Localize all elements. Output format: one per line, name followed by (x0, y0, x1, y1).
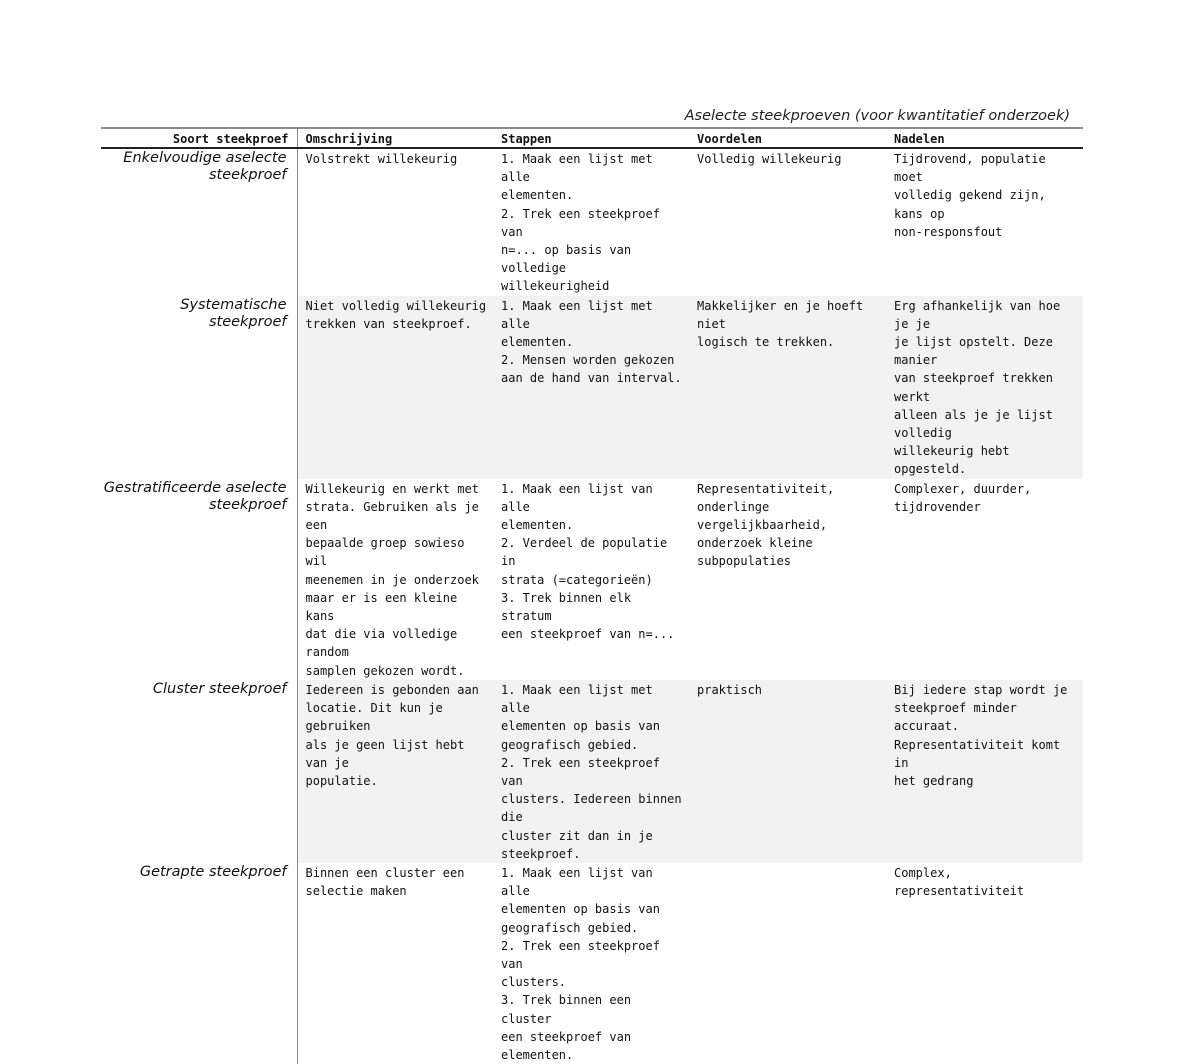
cell-voordelen: praktisch (689, 680, 886, 863)
cell-stappen: 1. Maak een lijst met alle elementen op basis van geografisch gebied. 2. Trek een steekproef van clusters. Iedereen binnen die cluster zit dan in je steekproef. (493, 680, 689, 863)
table-row (101, 479, 1083, 680)
header-omschrijving: Omschrijving (297, 128, 493, 148)
cell-nadelen: Complexer, duurder, tijdrovender (894, 481, 1032, 514)
table-row (101, 296, 1083, 479)
cell-nadelen: Bij iedere stap wordt je steekproef minder accuraat. Representativiteit komt in het gedrang (886, 680, 1083, 863)
table-caption: Aselecte steekproeven (voor kwantitatief onderzoek) (684, 108, 1070, 124)
header-voordelen: Voordelen (689, 128, 886, 148)
cell-stappen: 1. Maak een lijst van alle elementen. 2. Verdeel de populatie in strata (=categorieën) 3. Trek binnen elk stratum een steekproef van n=... (501, 481, 675, 642)
cell-nadelen: Complex, representativiteit (894, 865, 1025, 899)
cell-voordelen: Representativiteit, onderlinge vergelijkbaarheid, onderzoek kleine subpopulaties (697, 481, 835, 569)
cell-stappen: 1. Maak een lijst met alle elementen. 2. Trek een steekproef van n=... op basis van volledige willekeurigheid (501, 152, 660, 294)
table-header-row (101, 128, 1083, 148)
cell-nadelen: Tijdrovend, populatie moet volledig gekend zijn, kans op non-responsfout (894, 152, 1046, 239)
table-row (101, 680, 1083, 863)
cell-soort: Getrapte steekproef (101, 863, 297, 1064)
cell-soort: Gestratificeerde aselecte steekproef (101, 479, 297, 680)
header-nadelen: Nadelen (886, 128, 1083, 148)
cell-nadelen: Erg afhankelijk van hoe je je je lijst opstelt. Deze manier van steekproef trekken werkt alleen als je je lijst volledig willekeurig hebt opgesteld. (886, 296, 1083, 479)
table-row (101, 863, 1083, 1064)
header-stappen: Stappen (493, 128, 689, 148)
header-soort-steekproef: Soort steekproef (101, 128, 297, 148)
cell-soort: Systematische steekproef (101, 296, 297, 479)
cell-soort: Enkelvoudige aselecte steekproef (101, 148, 297, 296)
cell-omschrijving: Binnen een cluster een selectie maken (305, 865, 465, 899)
cell-voordelen: Volledig willekeurig (697, 152, 842, 166)
cell-omschrijving: Volstrekt willekeurig (305, 152, 458, 166)
cell-stappen: 1. Maak een lijst met alle elementen. 2. Mensen worden gekozen aan de hand van interval. (493, 296, 689, 479)
cell-voordelen (689, 863, 886, 1064)
cell-omschrijving: Iedereen is gebonden aan locatie. Dit kun je gebruiken als je geen lijst hebt van je populatie. (297, 680, 493, 863)
sampling-methods-table (101, 127, 1083, 1064)
cell-omschrijving: Willekeurig en werkt met strata. Gebruiken als je een bepaalde groep sowieso wil meenemen in je onderzoek maar er is een kleine kans dat die via volledige random samplen gekozen wordt. (305, 481, 479, 678)
cell-soort: Cluster steekproef (101, 680, 297, 863)
cell-omschrijving: Niet volledig willekeurig trekken van steekproef. (297, 296, 493, 479)
cell-stappen: 1. Maak een lijst van alle elementen op basis van geografisch gebied. 2. Trek een steekproef van clusters. 3. Trek binnen een cluster een steekproef van elementen. (501, 865, 660, 1062)
cell-voordelen: Makkelijker en je hoeft niet logisch te trekken. (689, 296, 886, 479)
table-row (101, 148, 1083, 296)
